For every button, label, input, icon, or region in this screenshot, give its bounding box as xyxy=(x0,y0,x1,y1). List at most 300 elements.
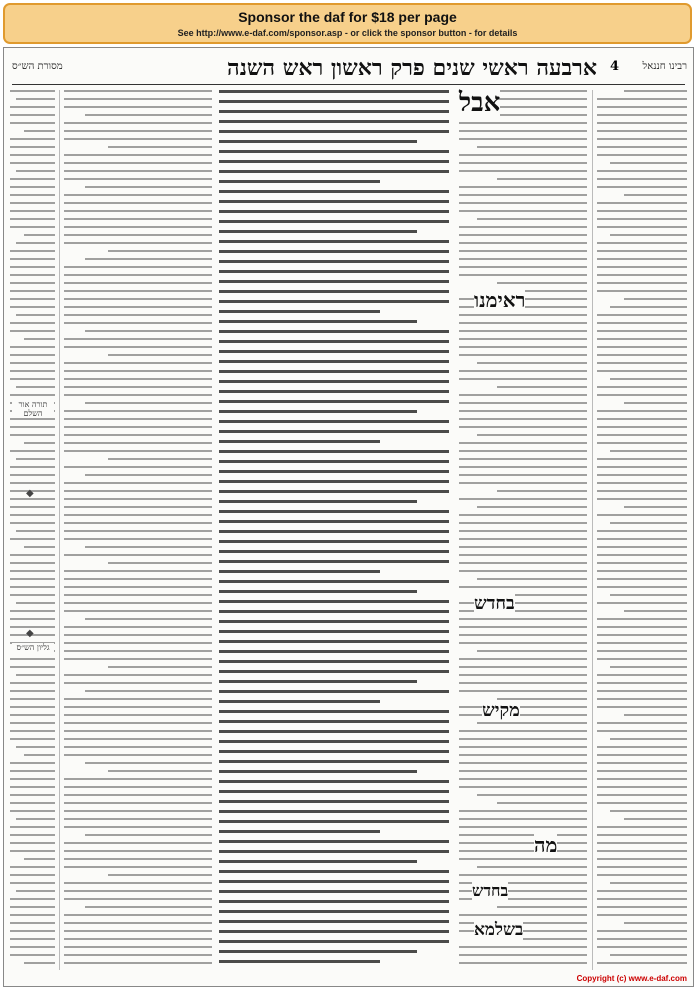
text-line xyxy=(64,914,212,916)
text-line xyxy=(610,162,687,164)
text-line xyxy=(219,660,449,663)
text-line xyxy=(597,642,687,644)
text-line xyxy=(459,186,587,188)
text-line xyxy=(64,122,212,124)
dibur-hamatchil: בשלמא xyxy=(474,920,524,940)
text-line xyxy=(459,530,587,532)
text-line xyxy=(610,522,687,524)
text-line xyxy=(10,666,55,668)
text-line xyxy=(85,762,212,764)
text-line xyxy=(219,730,449,733)
text-line xyxy=(10,394,55,396)
text-line xyxy=(10,578,55,580)
text-line xyxy=(64,482,212,484)
text-line xyxy=(85,546,212,548)
text-line xyxy=(10,538,55,540)
text-line xyxy=(10,378,55,380)
text-line xyxy=(10,450,55,452)
text-line xyxy=(597,634,687,636)
text-line xyxy=(16,242,55,244)
text-line xyxy=(219,570,380,573)
dibur-hamatchil: ראימנו xyxy=(474,288,526,312)
text-line xyxy=(219,630,449,633)
text-line xyxy=(10,514,55,516)
text-line xyxy=(459,426,587,428)
text-line xyxy=(459,754,587,756)
text-line xyxy=(477,866,587,868)
text-line xyxy=(597,874,687,876)
text-line xyxy=(64,130,212,132)
text-line xyxy=(459,418,587,420)
text-line xyxy=(64,306,212,308)
text-line xyxy=(597,426,687,428)
text-line xyxy=(597,442,687,444)
text-line xyxy=(10,434,55,436)
text-line xyxy=(597,482,687,484)
text-line xyxy=(497,386,587,388)
sponsor-banner[interactable] xyxy=(3,3,692,44)
text-line xyxy=(10,330,55,332)
rabbeinu-chananel-column xyxy=(597,90,687,970)
text-line xyxy=(10,306,55,308)
text-line xyxy=(10,146,55,148)
text-line xyxy=(219,960,380,963)
text-line xyxy=(597,546,687,548)
text-line xyxy=(64,642,212,644)
text-line xyxy=(219,350,449,353)
text-line xyxy=(219,370,449,373)
text-line xyxy=(459,330,587,332)
text-line xyxy=(459,642,587,644)
text-line xyxy=(597,154,687,156)
text-line xyxy=(219,950,417,953)
text-line xyxy=(610,594,687,596)
text-line xyxy=(10,322,55,324)
sponsor-title[interactable]: Sponsor the daf for $18 per page xyxy=(238,9,457,25)
text-line xyxy=(597,674,687,676)
text-line xyxy=(64,298,212,300)
text-line xyxy=(10,594,55,596)
text-line xyxy=(108,146,212,148)
text-line xyxy=(85,906,212,908)
text-line xyxy=(597,290,687,292)
text-line xyxy=(597,322,687,324)
text-line xyxy=(10,482,55,484)
sponsor-subtitle[interactable]: See http://www.e-daf.com/sponsor.asp - or click the sponsor button - for details xyxy=(177,28,518,38)
text-line xyxy=(10,250,55,252)
text-line xyxy=(10,210,55,212)
text-line xyxy=(10,906,55,908)
text-line xyxy=(597,626,687,628)
text-line xyxy=(10,258,55,260)
text-line xyxy=(459,354,587,356)
text-line xyxy=(108,354,212,356)
text-line xyxy=(10,90,55,92)
text-line xyxy=(219,510,449,513)
text-line xyxy=(64,610,212,612)
text-line xyxy=(624,194,687,196)
text-line xyxy=(459,834,587,836)
text-line xyxy=(10,346,55,348)
text-line xyxy=(597,250,687,252)
text-line xyxy=(610,738,687,740)
text-line xyxy=(10,762,55,764)
text-line xyxy=(597,618,687,620)
text-line xyxy=(64,602,212,604)
text-line xyxy=(459,586,587,588)
text-line xyxy=(610,306,687,308)
text-line xyxy=(16,458,55,460)
text-line xyxy=(219,360,449,363)
text-line xyxy=(459,338,587,340)
text-line xyxy=(597,122,687,124)
text-line xyxy=(24,338,56,340)
text-line xyxy=(219,820,449,823)
text-line xyxy=(64,650,212,652)
text-line xyxy=(597,202,687,204)
text-line xyxy=(10,826,55,828)
text-line xyxy=(219,320,417,323)
text-line xyxy=(624,402,687,404)
text-line xyxy=(597,722,687,724)
text-line xyxy=(24,234,56,236)
dibur-hamatchil: מה xyxy=(534,833,558,857)
text-line xyxy=(10,570,55,572)
text-line xyxy=(459,658,587,660)
text-line xyxy=(497,282,587,284)
text-line xyxy=(219,520,449,523)
text-line xyxy=(459,322,587,324)
text-line xyxy=(64,738,212,740)
text-line xyxy=(16,818,55,820)
text-line xyxy=(459,194,587,196)
text-line xyxy=(459,250,587,252)
text-line xyxy=(64,586,212,588)
text-line xyxy=(64,290,212,292)
text-line xyxy=(24,962,56,964)
text-line xyxy=(477,722,587,724)
text-line xyxy=(10,618,55,620)
text-line xyxy=(597,346,687,348)
text-line xyxy=(477,506,587,508)
text-line xyxy=(477,146,587,148)
text-line xyxy=(10,730,55,732)
text-line xyxy=(477,794,587,796)
text-line xyxy=(459,714,587,716)
text-line xyxy=(219,110,449,113)
text-line xyxy=(64,538,212,540)
dibur-hamatchil: בחדש xyxy=(472,881,509,900)
text-line xyxy=(64,498,212,500)
text-line xyxy=(597,850,687,852)
text-line xyxy=(10,362,55,364)
column-divider xyxy=(59,90,60,970)
text-line xyxy=(64,826,212,828)
text-line xyxy=(64,450,212,452)
text-line xyxy=(219,760,449,763)
text-line xyxy=(10,418,55,420)
text-line xyxy=(219,710,449,713)
text-line xyxy=(219,840,449,843)
text-line xyxy=(64,530,212,532)
text-line xyxy=(219,790,449,793)
text-line xyxy=(64,866,212,868)
text-line xyxy=(624,90,687,92)
text-line xyxy=(10,954,55,956)
text-line xyxy=(10,426,55,428)
text-line xyxy=(459,810,587,812)
text-line xyxy=(219,210,449,213)
text-line xyxy=(64,714,212,716)
text-line xyxy=(64,418,212,420)
rashi-column xyxy=(64,90,212,970)
text-line xyxy=(459,402,587,404)
text-line xyxy=(497,906,587,908)
text-line xyxy=(64,730,212,732)
text-line xyxy=(610,450,687,452)
text-line xyxy=(219,410,417,413)
text-line xyxy=(10,930,55,932)
masoret-margin-column xyxy=(10,90,55,970)
text-line xyxy=(64,554,212,556)
text-line xyxy=(219,200,449,203)
text-line xyxy=(10,186,55,188)
text-line xyxy=(597,866,687,868)
text-line xyxy=(219,720,449,723)
text-line xyxy=(219,220,449,223)
text-line xyxy=(108,562,212,564)
text-line xyxy=(64,506,212,508)
text-line xyxy=(219,580,449,583)
text-line xyxy=(597,498,687,500)
text-line xyxy=(64,322,212,324)
text-line xyxy=(219,560,449,563)
text-line xyxy=(597,602,687,604)
text-line xyxy=(108,458,212,460)
text-line xyxy=(597,514,687,516)
text-line xyxy=(64,930,212,932)
text-line xyxy=(64,746,212,748)
text-line xyxy=(610,810,687,812)
text-line xyxy=(10,282,55,284)
text-line xyxy=(64,362,212,364)
text-line xyxy=(459,674,587,676)
text-line xyxy=(64,962,212,964)
text-line xyxy=(459,130,587,132)
text-line xyxy=(64,386,212,388)
text-line xyxy=(597,794,687,796)
text-line xyxy=(219,100,449,103)
text-line xyxy=(597,746,687,748)
text-line xyxy=(459,378,587,380)
text-line xyxy=(219,260,449,263)
text-line xyxy=(459,682,587,684)
text-line xyxy=(64,818,212,820)
text-line xyxy=(610,954,687,956)
text-line xyxy=(10,226,55,228)
text-line xyxy=(597,282,687,284)
text-line xyxy=(219,430,449,433)
text-line xyxy=(64,466,212,468)
text-line xyxy=(219,640,449,643)
text-line xyxy=(459,394,587,396)
text-line xyxy=(64,634,212,636)
text-line xyxy=(219,460,449,463)
text-line xyxy=(610,378,687,380)
text-line xyxy=(597,706,687,708)
text-line xyxy=(64,946,212,948)
text-line xyxy=(219,190,449,193)
page-header xyxy=(4,53,693,83)
text-line xyxy=(219,90,449,93)
text-line xyxy=(64,242,212,244)
text-line xyxy=(459,226,587,228)
text-line xyxy=(597,218,687,220)
text-line xyxy=(459,690,587,692)
text-line xyxy=(10,842,55,844)
text-line xyxy=(219,750,449,753)
text-line xyxy=(459,162,587,164)
text-line xyxy=(64,106,212,108)
text-line xyxy=(64,514,212,516)
text-line xyxy=(10,138,55,140)
text-line xyxy=(597,914,687,916)
text-line xyxy=(64,842,212,844)
text-line xyxy=(64,218,212,220)
text-line xyxy=(597,370,687,372)
text-line xyxy=(64,338,212,340)
text-line xyxy=(64,786,212,788)
text-line xyxy=(459,458,587,460)
text-line xyxy=(597,898,687,900)
text-line xyxy=(459,514,587,516)
text-line xyxy=(10,794,55,796)
text-line xyxy=(477,578,587,580)
text-line xyxy=(219,910,449,913)
text-line xyxy=(459,258,587,260)
text-line xyxy=(219,150,449,153)
column-divider xyxy=(592,90,593,970)
text-line xyxy=(597,490,687,492)
text-line xyxy=(610,882,687,884)
text-line xyxy=(64,658,212,660)
text-line xyxy=(459,954,587,956)
text-line xyxy=(459,122,587,124)
text-line xyxy=(64,226,212,228)
text-line xyxy=(64,794,212,796)
text-line xyxy=(10,218,55,220)
text-line xyxy=(64,674,212,676)
text-line xyxy=(459,482,587,484)
text-line xyxy=(459,442,587,444)
text-line xyxy=(10,202,55,204)
text-line xyxy=(64,626,212,628)
text-line xyxy=(10,882,55,884)
text-line xyxy=(597,906,687,908)
text-line xyxy=(64,594,212,596)
text-line xyxy=(219,880,449,883)
text-line xyxy=(64,706,212,708)
text-line xyxy=(64,410,212,412)
gilyon-hashas-label: גליון הש״ס xyxy=(12,643,54,652)
text-line xyxy=(597,754,687,756)
text-line xyxy=(64,938,212,940)
text-line xyxy=(10,786,55,788)
text-line xyxy=(219,550,449,553)
text-line xyxy=(597,946,687,948)
text-line xyxy=(10,290,55,292)
text-line xyxy=(10,178,55,180)
dibur-hamatchil: מקיש xyxy=(482,700,520,721)
text-line xyxy=(459,234,587,236)
text-line xyxy=(85,258,212,260)
talmud-page xyxy=(3,47,694,987)
text-line xyxy=(219,900,449,903)
text-line xyxy=(459,450,587,452)
text-line xyxy=(10,658,55,660)
text-line xyxy=(597,314,687,316)
text-line xyxy=(219,540,449,543)
text-line xyxy=(597,778,687,780)
text-line xyxy=(219,770,417,773)
text-line xyxy=(477,434,587,436)
text-line xyxy=(10,682,55,684)
text-line xyxy=(219,700,380,703)
text-line xyxy=(64,698,212,700)
text-line xyxy=(10,466,55,468)
text-line xyxy=(597,258,687,260)
text-line xyxy=(16,170,55,172)
text-line xyxy=(64,954,212,956)
text-line xyxy=(108,666,212,668)
text-line xyxy=(219,280,449,283)
text-line xyxy=(108,250,212,252)
text-line xyxy=(219,440,380,443)
text-line xyxy=(219,340,449,343)
text-line xyxy=(477,362,587,364)
text-line xyxy=(597,458,687,460)
text-line xyxy=(10,522,55,524)
text-line xyxy=(16,314,55,316)
text-line xyxy=(85,474,212,476)
text-line xyxy=(597,410,687,412)
text-line xyxy=(64,162,212,164)
text-line xyxy=(597,802,687,804)
text-line xyxy=(219,470,449,473)
text-line xyxy=(459,266,587,268)
text-line xyxy=(624,818,687,820)
text-line xyxy=(597,434,687,436)
text-line xyxy=(24,754,56,756)
text-line xyxy=(85,186,212,188)
text-line xyxy=(24,858,56,860)
text-line xyxy=(219,120,449,123)
text-line xyxy=(219,850,449,853)
text-line xyxy=(597,730,687,732)
text-line xyxy=(219,610,449,613)
text-line xyxy=(610,666,687,668)
text-line xyxy=(624,506,687,508)
text-line xyxy=(64,274,212,276)
text-line xyxy=(10,698,55,700)
text-line xyxy=(64,882,212,884)
text-line xyxy=(219,450,449,453)
text-line xyxy=(108,770,212,772)
text-line xyxy=(64,522,212,524)
text-line xyxy=(10,154,55,156)
tosafot-column xyxy=(459,90,587,970)
gemara-column xyxy=(219,90,449,970)
